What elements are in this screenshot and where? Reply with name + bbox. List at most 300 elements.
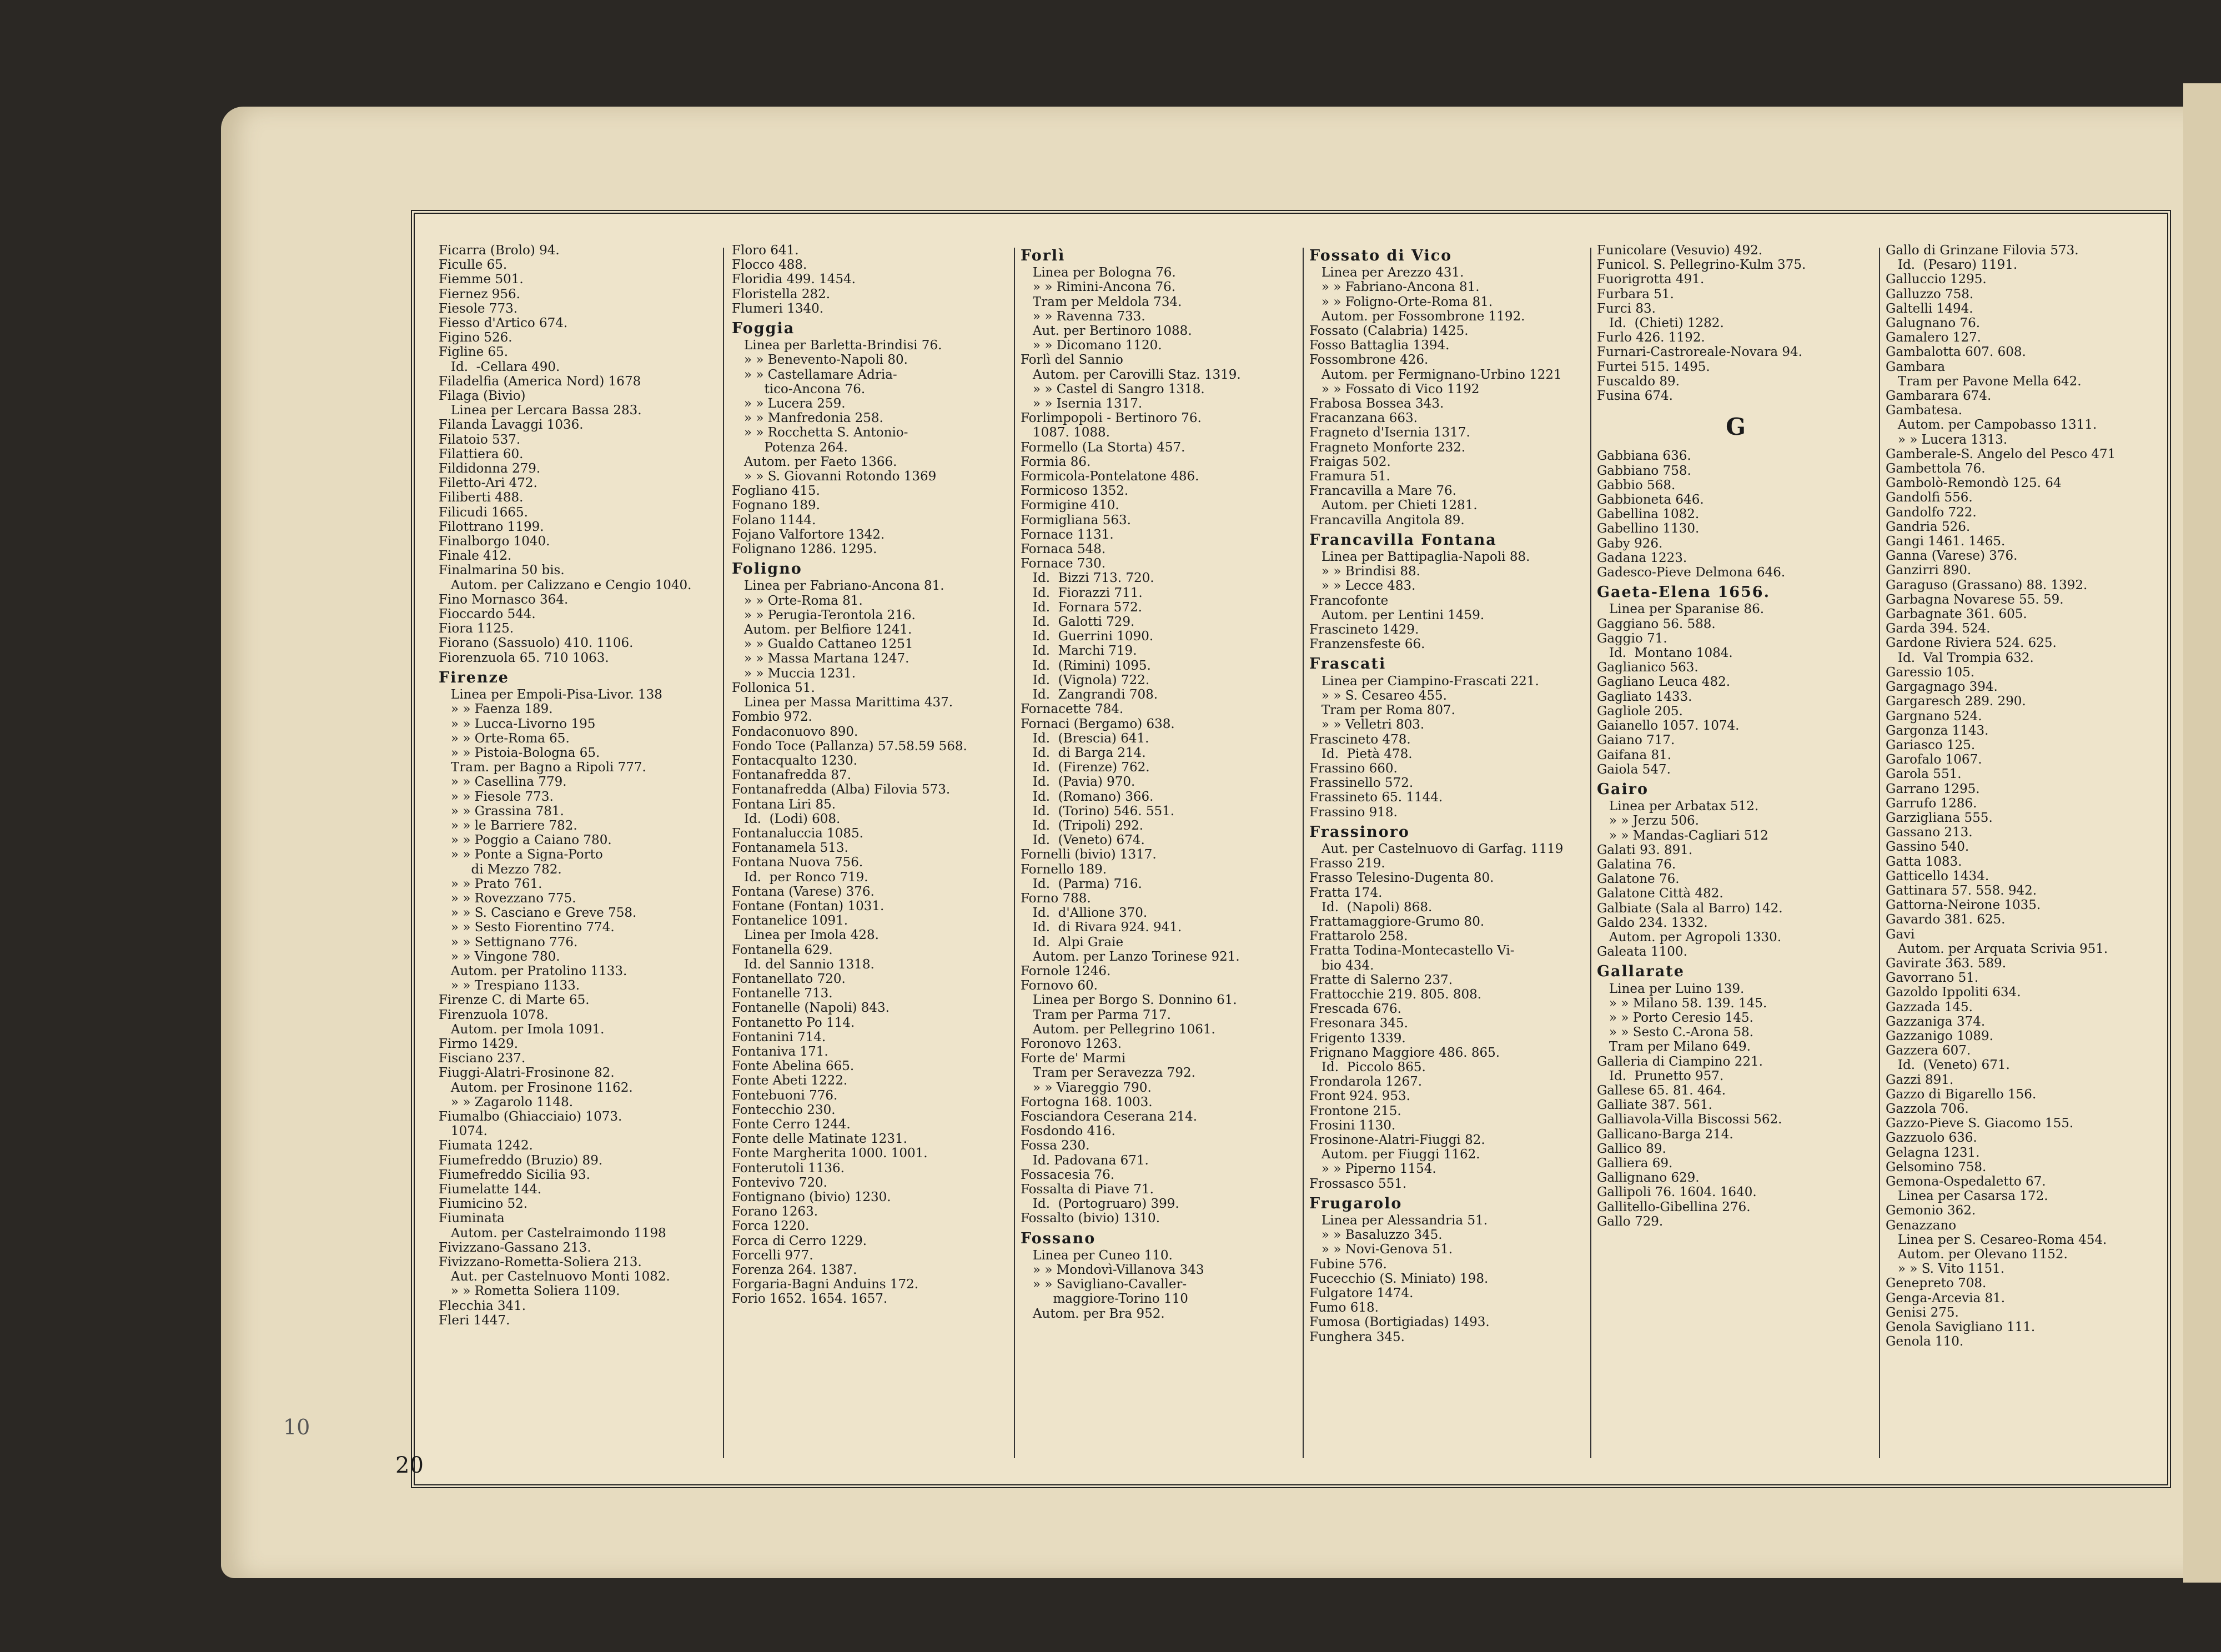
index-entry: Autom. per Calizzano e Cengio 1040. xyxy=(439,578,692,592)
index-entry: Gallo di Grinzane Filovia 573. xyxy=(1886,243,2079,258)
index-entry: Autom. per Campobasso 1311. xyxy=(1886,418,2097,433)
index-entry: Autom. per Chieti 1281. xyxy=(1309,498,1478,513)
index-entry: Fombio 972. xyxy=(732,710,812,725)
index-entry: Linea per Cuneo 110. xyxy=(1021,1248,1173,1263)
index-entry: Id. di Rivara 924. 941. xyxy=(1021,920,1182,935)
index-entry: Folano 1144. xyxy=(732,513,816,528)
index-entry: Genga-Arcevia 81. xyxy=(1886,1291,2006,1305)
page-edge xyxy=(2183,83,2221,1583)
index-entry: Gadesco-Pieve Delmona 646. xyxy=(1597,565,1786,580)
index-entry: Gabellina 1082. xyxy=(1597,507,1700,522)
section-heading: Foggia xyxy=(732,320,795,338)
index-entry: Fiumelatte 144. xyxy=(439,1182,542,1197)
index-entry: Fisciano 237. xyxy=(439,1051,526,1066)
index-entry: Autom. per Olevano 1152. xyxy=(1886,1247,2068,1262)
index-entry: » » Orte-Roma 81. xyxy=(732,593,863,608)
index-entry: Fino Mornasco 364. xyxy=(439,592,569,607)
index-entry: Linea per Ciampino-Frascati 221. xyxy=(1309,674,1539,689)
index-entry: Fornello 189. xyxy=(1021,862,1107,877)
index-entry: Funicolare (Vesuvio) 492. xyxy=(1597,243,1763,258)
index-entry: Id. Zangrandi 708. xyxy=(1021,687,1158,702)
index-entry: Fuorigrotta 491. xyxy=(1597,272,1705,287)
index-entry: Filadelfia (America Nord) 1678 xyxy=(439,374,641,389)
index-entry: » » Castel di Sangro 1318. xyxy=(1021,381,1205,396)
index-entry: Galugnano 76. xyxy=(1886,316,1981,331)
index-entry: Fumo 618. xyxy=(1309,1300,1379,1315)
index-entry: Formia 86. xyxy=(1021,454,1091,469)
index-entry: Gambatesa. xyxy=(1886,403,1963,418)
index-entry: Linea per Arezzo 431. xyxy=(1309,265,1464,280)
index-entry: Fontanini 714. xyxy=(732,1030,826,1045)
index-entry: Francofonte xyxy=(1309,593,1389,608)
index-entry: Ficulle 65. xyxy=(439,258,507,273)
index-entry: Gabbiana 636. xyxy=(1597,449,1691,464)
section-heading: Gairo xyxy=(1597,780,1649,798)
index-entry: Gallese 65. 81. 464. xyxy=(1597,1083,1726,1098)
index-entry: Fontanellato 720. xyxy=(732,971,846,986)
index-entry: Id. per Ronco 719. xyxy=(732,870,868,885)
index-entry: » » Grassina 781. xyxy=(439,804,564,819)
index-entry: Fiemme 501. xyxy=(439,272,524,287)
index-entry: Fognano 189. xyxy=(732,498,820,513)
index-entry: Fornaca 548. xyxy=(1021,542,1106,557)
index-entry: Gattorna-Neirone 1035. xyxy=(1886,898,2041,913)
index-entry: Linea per S. Cesareo-Roma 454. xyxy=(1886,1232,2107,1247)
index-entry: » » Jerzu 506. xyxy=(1597,814,1699,828)
index-entry: Furnari-Castroreale-Novara 94. xyxy=(1597,345,1802,360)
index-entry: Linea per Bologna 76. xyxy=(1021,265,1176,280)
index-entry: Gazzanigo 1089. xyxy=(1886,1028,1993,1043)
index-entry: Forenza 264. 1387. xyxy=(732,1263,857,1278)
index-entry: Tram per Parma 717. xyxy=(1021,1007,1171,1022)
index-entry: Fraigas 502. xyxy=(1309,454,1391,469)
index-entry: » » Pistoia-Bologna 65. xyxy=(439,745,600,760)
index-entry: » » Novi-Genova 51. xyxy=(1309,1242,1453,1257)
index-entry: Gemonio 362. xyxy=(1886,1203,1976,1218)
index-entry: Gazzo di Bigarello 156. xyxy=(1886,1087,2037,1102)
index-entry: maggiore-Torino 110 xyxy=(1021,1292,1188,1307)
index-entry: Fontana (Varese) 376. xyxy=(732,884,875,899)
index-entry: Figino 526. xyxy=(439,330,512,345)
index-entry: Id. (Rimini) 1095. xyxy=(1021,658,1151,673)
index-entry: Galtelli 1494. xyxy=(1886,301,1973,316)
index-entry: Galliera 69. xyxy=(1597,1156,1673,1171)
index-column-5 xyxy=(1597,243,1875,1459)
index-entry: Gagliole 205. xyxy=(1597,704,1683,719)
index-entry: Gavirate 363. 589. xyxy=(1886,956,2007,971)
index-entry: Frassino 660. xyxy=(1309,761,1398,776)
index-entry: Finalborgo 1040. xyxy=(439,534,550,549)
index-entry: Id. Fornara 572. xyxy=(1021,600,1142,615)
index-entry: Garrano 1295. xyxy=(1886,781,1980,796)
index-entry: Front 924. 953. xyxy=(1309,1089,1410,1104)
index-entry: Tram per Seravezza 792. xyxy=(1021,1066,1195,1081)
index-entry: Folignano 1286. 1295. xyxy=(732,542,877,557)
index-entry: Formigine 410. xyxy=(1021,498,1119,513)
index-entry: Autom. per Imola 1091. xyxy=(439,1022,605,1037)
index-entry: Linea per Massa Marittima 437. xyxy=(732,695,953,710)
index-entry: Id. Galotti 729. xyxy=(1021,615,1135,630)
index-entry: Galluccio 1295. xyxy=(1886,272,1987,287)
index-entry: Fossalta di Piave 71. xyxy=(1021,1182,1154,1197)
index-entry: Gallignano 629. xyxy=(1597,1171,1700,1186)
index-entry: Fratta Todina-Montecastello Vi- xyxy=(1309,943,1515,958)
index-entry: Garofalo 1067. xyxy=(1886,752,1982,767)
index-entry: Gambarara 674. xyxy=(1886,389,1992,404)
index-entry: Linea per Casarsa 172. xyxy=(1886,1189,2048,1204)
index-entry: » » Sesto Fiorentino 774. xyxy=(439,920,615,935)
index-entry: Fontane (Fontan) 1031. xyxy=(732,898,885,913)
index-entry: Gazzuolo 636. xyxy=(1886,1131,1977,1146)
index-entry: Gavi xyxy=(1886,927,1915,942)
index-entry: Frassinello 572. xyxy=(1309,776,1414,791)
index-entry: Autom. per Arquata Scrivia 951. xyxy=(1886,941,2108,956)
index-entry: Gaggiano 56. 588. xyxy=(1597,616,1716,631)
index-entry: Linea per Fabriano-Ancona 81. xyxy=(732,579,944,594)
index-entry: Gambara xyxy=(1886,359,1946,374)
index-entry: Gabbio 568. xyxy=(1597,478,1676,493)
index-entry: Fontecchio 230. xyxy=(732,1102,836,1117)
index-entry: Id. Guerrini 1090. xyxy=(1021,629,1154,644)
index-entry: Fiumefreddo (Bruzio) 89. xyxy=(439,1153,603,1168)
index-entry: Id. (Tripoli) 292. xyxy=(1021,818,1144,833)
index-entry: Fucecchio (S. Miniato) 198. xyxy=(1309,1271,1489,1286)
index-entry: Genola Savigliano 111. xyxy=(1886,1320,2036,1335)
index-entry: Linea per Barletta-Brindisi 76. xyxy=(732,338,942,353)
index-entry: Id. Montano 1084. xyxy=(1597,646,1733,661)
column-divider xyxy=(1303,248,1304,1458)
index-entry: Fojano Valfortore 1342. xyxy=(732,527,885,542)
index-entry: Fossacesia 76. xyxy=(1021,1167,1115,1182)
index-entry: Linea per Borgo S. Donnino 61. xyxy=(1021,993,1237,1008)
column-divider xyxy=(723,248,724,1458)
index-entry: Fresonara 345. xyxy=(1309,1016,1408,1031)
index-entry: Forio 1652. 1654. 1657. xyxy=(732,1292,888,1307)
index-entry: Frabosa Bossea 343. xyxy=(1309,396,1444,411)
index-entry: » » Mondovì-Villanova 343 xyxy=(1021,1263,1204,1278)
index-entry: Fossalto (bivio) 1310. xyxy=(1021,1211,1160,1226)
index-entry: bio 434. xyxy=(1309,958,1374,973)
index-entry: Autom. per Belfiore 1241. xyxy=(732,622,912,637)
index-entry: Linea per Imola 428. xyxy=(732,928,879,943)
index-entry: Id. (Veneto) 671. xyxy=(1886,1058,2010,1073)
index-entry: Fontacqualto 1230. xyxy=(732,753,858,768)
index-entry: » » Fossato di Vico 1192 xyxy=(1309,381,1480,396)
index-entry: » » Casellina 779. xyxy=(439,775,567,790)
section-heading: Firenze xyxy=(439,669,509,686)
index-entry: Fubine 576. xyxy=(1309,1257,1387,1272)
index-entry: Fonte Cerro 1244. xyxy=(732,1117,851,1132)
index-entry: Id. (Chieti) 1282. xyxy=(1597,316,1724,331)
index-entry: Fratte di Salerno 237. xyxy=(1309,972,1453,987)
index-entry: » » Lucca-Livorno 195 xyxy=(439,716,596,731)
index-entry: Frasso Telesino-Dugenta 80. xyxy=(1309,871,1494,886)
index-entry: Gazzada 145. xyxy=(1886,1000,1973,1015)
index-entry: Genola 110. xyxy=(1886,1334,1964,1349)
index-entry: Firmo 1429. xyxy=(439,1036,519,1051)
index-entry: Garda 394. 524. xyxy=(1886,621,1991,636)
page-number: 20 xyxy=(395,1453,424,1478)
index-entry: Fiumata 1242. xyxy=(439,1138,533,1153)
index-entry: Id. di Barga 214. xyxy=(1021,745,1146,760)
index-entry: Gangi 1461. 1465. xyxy=(1886,534,2006,549)
index-entry: Fosdondo 416. xyxy=(1021,1124,1115,1139)
index-entry: Galleria di Ciampino 221. xyxy=(1597,1054,1763,1069)
index-entry: Galluzzo 758. xyxy=(1886,287,1974,302)
index-entry: Fossa 230. xyxy=(1021,1138,1090,1153)
index-entry: Franzensfeste 66. xyxy=(1309,637,1425,652)
index-entry: Frattamaggiore-Grumo 80. xyxy=(1309,914,1485,929)
index-entry: Forlì del Sannio xyxy=(1021,353,1123,368)
section-heading: Frugarolo xyxy=(1309,1194,1403,1212)
index-entry: Framura 51. xyxy=(1309,469,1390,484)
index-column-2 xyxy=(732,243,1009,1459)
index-entry: Fiora 1125. xyxy=(439,621,514,636)
index-entry: Floridia 499. 1454. xyxy=(732,272,856,287)
index-entry: Potenza 264. xyxy=(732,440,848,455)
index-entry: Gamberale-S. Angelo del Pesco 471 xyxy=(1886,446,2116,461)
index-entry: Id. -Cellara 490. xyxy=(439,359,560,374)
index-entry: Id. Pietà 478. xyxy=(1309,746,1413,761)
index-entry: » » Basaluzzo 345. xyxy=(1309,1228,1443,1243)
index-entry: » » Muccia 1231. xyxy=(732,666,856,681)
index-entry: Fonte Margherita 1000. 1001. xyxy=(732,1146,928,1161)
index-entry: Gallipoli 76. 1604. 1640. xyxy=(1597,1185,1757,1200)
index-entry: » » Piperno 1154. xyxy=(1309,1162,1436,1177)
index-entry: » » Gualdo Cattaneo 1251 xyxy=(732,637,913,652)
index-entry: Galatina 76. xyxy=(1597,857,1676,872)
index-entry: Gemona-Ospedaletto 67. xyxy=(1886,1174,2046,1189)
index-entry: » » Trespiano 1133. xyxy=(439,978,580,993)
index-entry: » » Ponte a Signa-Porto xyxy=(439,847,603,862)
index-entry: Gamalero 127. xyxy=(1886,330,1981,345)
index-entry: Galliavola-Villa Biscossi 562. xyxy=(1597,1112,1782,1127)
index-entry: » » Poggio a Caiano 780. xyxy=(439,833,612,848)
index-entry: Fontanafredda (Alba) Filovia 573. xyxy=(732,782,951,797)
index-entry: Forno 788. xyxy=(1021,891,1091,906)
index-entry: Forca 1220. xyxy=(732,1219,810,1234)
index-entry: Genisi 275. xyxy=(1886,1305,1959,1320)
index-entry: Id. Val Trompia 632. xyxy=(1886,650,2034,665)
index-entry: Garrufo 1286. xyxy=(1886,796,1977,811)
index-entry: Frascineto 1429. xyxy=(1309,622,1419,637)
index-entry: Galdo 234. 1332. xyxy=(1597,915,1708,930)
index-entry: Filanda Lavaggi 1036. xyxy=(439,418,584,433)
index-entry: » » Orte-Roma 65. xyxy=(439,731,570,746)
index-entry: Fontaniva 171. xyxy=(732,1044,828,1059)
index-entry: Gabbioneta 646. xyxy=(1597,493,1704,508)
index-entry: Filaga (Bivio) xyxy=(439,389,526,404)
index-entry: Gelagna 1231. xyxy=(1886,1145,1980,1160)
index-entry: Finalmarina 50 bis. xyxy=(439,563,565,578)
index-entry: Id. Fiorazzi 711. xyxy=(1021,585,1143,600)
index-entry: Fumosa (Bortigiadas) 1493. xyxy=(1309,1315,1490,1330)
index-entry: Filattiera 60. xyxy=(439,446,524,461)
index-entry: Fivizzano-Rometta-Soliera 213. xyxy=(439,1255,642,1270)
index-entry: Gaggio 71. xyxy=(1597,631,1667,646)
index-entry: Gargnano 524. xyxy=(1886,709,1982,724)
index-entry: Genepreto 708. xyxy=(1886,1276,1987,1291)
index-entry: » » Fiesole 773. xyxy=(439,789,554,804)
index-entry: Id. Bizzi 713. 720. xyxy=(1021,571,1154,586)
index-entry: » » Mandas-Cagliari 512 xyxy=(1597,828,1768,843)
index-entry: Autom. per Lanzo Torinese 921. xyxy=(1021,949,1240,964)
index-entry: » » Viareggio 790. xyxy=(1021,1080,1152,1095)
index-entry: Id. Piccolo 865. xyxy=(1309,1060,1426,1074)
section-heading: Foligno xyxy=(732,560,802,578)
index-entry: Fiorenzuola 65. 710 1063. xyxy=(439,650,609,665)
letter-heading: G xyxy=(1726,413,1746,441)
index-entry: Fulgatore 1474. xyxy=(1309,1286,1414,1301)
index-entry: Gallicano-Barga 214. xyxy=(1597,1127,1733,1142)
index-entry: » » Perugia-Terontola 216. xyxy=(732,607,916,622)
index-entry: Tram per Meldola 734. xyxy=(1021,294,1182,309)
index-entry: Gelsomino 758. xyxy=(1886,1159,1987,1174)
index-entry: Gagliato 1433. xyxy=(1597,689,1692,704)
index-entry: Gadana 1223. xyxy=(1597,550,1687,565)
index-entry: Fonte Abeti 1222. xyxy=(732,1073,848,1088)
index-entry: Gattinara 57. 558. 942. xyxy=(1886,883,2037,898)
index-entry: Fontanelice 1091. xyxy=(732,913,848,928)
index-entry: Fosso Battaglia 1394. xyxy=(1309,338,1450,353)
index-entry: Genazzano xyxy=(1886,1218,1957,1233)
index-entry: » » Benevento-Napoli 80. xyxy=(732,353,908,368)
index-entry: Frignano Maggiore 486. 865. xyxy=(1309,1045,1500,1060)
index-entry: Gazzola 706. xyxy=(1886,1101,1969,1116)
index-entry: 1087. 1088. xyxy=(1021,425,1110,440)
index-entry: Fornelli (bivio) 1317. xyxy=(1021,847,1157,862)
index-entry: » » S. Casciano e Greve 758. xyxy=(439,906,637,921)
index-entry: Id. del Sannio 1318. xyxy=(732,957,875,972)
index-entry: Gambolò-Remondò 125. 64 xyxy=(1886,476,2062,491)
index-entry: Fontanamela 513. xyxy=(732,841,848,856)
section-heading: Forlì xyxy=(1021,247,1066,264)
index-entry: di Mezzo 782. xyxy=(439,862,562,877)
index-entry: » » Prato 761. xyxy=(439,876,542,891)
index-entry: Fusina 674. xyxy=(1597,389,1673,404)
section-heading: Gallarate xyxy=(1597,963,1685,981)
index-entry: Fontana Nuova 756. xyxy=(732,855,863,870)
index-entry: Gallo 729. xyxy=(1597,1214,1664,1229)
index-entry: Linea per Empoli-Pisa-Livor. 138 xyxy=(439,687,662,702)
index-entry: Fontanelle (Napoli) 843. xyxy=(732,1001,890,1016)
index-entry: » » Rovezzano 775. xyxy=(439,891,576,906)
index-entry: Filottrano 1199. xyxy=(439,519,544,534)
index-entry: Galeata 1100. xyxy=(1597,945,1687,960)
index-entry: Autom. per Fermignano-Urbino 1221 xyxy=(1309,367,1562,382)
index-entry: Gambettola 76. xyxy=(1886,461,1986,476)
section-heading: Gaeta-Elena 1656. xyxy=(1597,584,1770,601)
index-entry: Autom. per Castelraimondo 1198 xyxy=(439,1226,666,1241)
index-entry: Gabellino 1130. xyxy=(1597,521,1700,536)
index-entry: Fornaci (Bergamo) 638. xyxy=(1021,716,1175,731)
index-entry: Tram. per Bagno a Ripoli 777. xyxy=(439,760,646,775)
index-entry: Id. (Parma) 716. xyxy=(1021,876,1142,891)
index-entry: Fiuggi-Alatri-Frosinone 82. xyxy=(439,1066,615,1081)
index-entry: Fiesole 773. xyxy=(439,301,518,316)
index-entry: Linea per Battipaglia-Napoli 88. xyxy=(1309,550,1530,565)
index-entry: Frigento 1339. xyxy=(1309,1031,1406,1046)
index-entry: Id. (Firenze) 762. xyxy=(1021,760,1150,775)
index-entry: Gazzi 891. xyxy=(1886,1072,1954,1087)
index-entry: Furbara 51. xyxy=(1597,287,1674,302)
index-entry: » » Sesto C.-Arona 58. xyxy=(1597,1025,1753,1040)
index-entry: Furlo 426. 1192. xyxy=(1597,330,1705,345)
index-entry: Forgaria-Bagni Anduins 172. xyxy=(732,1277,919,1292)
index-entry: Id. Prunetto 957. xyxy=(1597,1068,1724,1083)
index-entry: Linea per Luino 139. xyxy=(1597,981,1745,996)
index-entry: Firenze C. di Marte 65. xyxy=(439,993,590,1008)
index-entry: Ficarra (Brolo) 94. xyxy=(439,243,560,258)
index-entry: Gassano 213. xyxy=(1886,825,1973,840)
index-entry: Fornace 1131. xyxy=(1021,527,1114,542)
index-entry: Linea per Alessandria 51. xyxy=(1309,1213,1488,1228)
index-entry: Formello (La Storta) 457. xyxy=(1021,440,1185,455)
index-entry: Forcelli 977. xyxy=(732,1248,813,1263)
index-entry: Furci 83. xyxy=(1597,301,1656,316)
index-entry: Fragneto d'Isernia 1317. xyxy=(1309,425,1470,440)
index-entry: Galbiate (Sala al Barro) 142. xyxy=(1597,901,1783,916)
index-column-1 xyxy=(439,243,711,1459)
index-entry: Funghera 345. xyxy=(1309,1329,1405,1344)
index-entry: Id. (Torino) 546. 551. xyxy=(1021,804,1175,819)
index-entry: Id. (Vignola) 722. xyxy=(1021,672,1150,687)
index-entry: Fontanella 629. xyxy=(732,942,833,957)
index-entry: Fiumicino 52. xyxy=(439,1197,528,1212)
index-entry: Gandria 526. xyxy=(1886,519,1971,534)
index-entry: Galliate 387. 561. xyxy=(1597,1098,1712,1113)
index-entry: Fortogna 168. 1003. xyxy=(1021,1094,1153,1109)
index-entry: Forlimpopoli - Bertinoro 76. xyxy=(1021,411,1202,426)
index-entry: Formigliana 563. xyxy=(1021,513,1131,528)
index-entry: Fornovo 60. xyxy=(1021,978,1098,993)
index-entry: Gargonza 1143. xyxy=(1886,723,1989,738)
index-entry: Galatone 76. xyxy=(1597,872,1680,887)
index-entry: Frattocchie 219. 805. 808. xyxy=(1309,987,1482,1002)
index-entry: Autom. per Bra 952. xyxy=(1021,1306,1165,1321)
index-entry: Linea per Arbatax 512. xyxy=(1597,799,1759,814)
index-entry: Gaifana 81. xyxy=(1597,747,1672,762)
index-entry: Fiumalbo (Ghiacciaio) 1073. xyxy=(439,1109,622,1124)
index-entry: Fuscaldo 89. xyxy=(1597,374,1680,389)
index-entry: » » Fabriano-Ancona 81. xyxy=(1309,280,1480,295)
index-entry: Fondo Toce (Pallanza) 57.58.59 568. xyxy=(732,739,967,754)
index-entry: Frasso 219. xyxy=(1309,856,1385,871)
index-entry: Forano 1263. xyxy=(732,1204,818,1219)
index-entry: Linea per Lercara Bassa 283. xyxy=(439,403,642,418)
index-entry: Furtei 515. 1495. xyxy=(1597,359,1710,374)
index-entry: Frattarolo 258. xyxy=(1309,929,1408,944)
index-entry: Gallico 89. xyxy=(1597,1141,1666,1156)
index-entry: Frescada 676. xyxy=(1309,1002,1401,1017)
index-entry: Floro 641. xyxy=(732,243,799,258)
index-entry: Gandolfi 556. xyxy=(1886,490,1973,505)
index-entry: Fildidonna 279. xyxy=(439,461,541,476)
index-entry: Autom. per Fossombrone 1192. xyxy=(1309,309,1525,324)
section-heading: Fossano xyxy=(1021,1229,1096,1247)
index-entry: » » Rimini-Ancona 76. xyxy=(1021,280,1176,295)
column-divider xyxy=(1590,248,1591,1458)
index-entry: Aut. per Castelnuovo Monti 1082. xyxy=(439,1269,670,1284)
index-entry: » » Castellamare Adria- xyxy=(732,367,897,382)
index-entry: Autom. per Lentini 1459. xyxy=(1309,607,1485,622)
index-entry: Figline 65. xyxy=(439,345,509,360)
index-entry: Frossasco 551. xyxy=(1309,1176,1407,1191)
index-entry: Firenzuola 1078. xyxy=(439,1007,549,1022)
index-entry: » » S. Giovanni Rotondo 1369 xyxy=(732,469,937,484)
index-entry: » » Savigliano-Cavaller- xyxy=(1021,1277,1187,1292)
index-entry: Id. Alpi Graie xyxy=(1021,935,1124,950)
